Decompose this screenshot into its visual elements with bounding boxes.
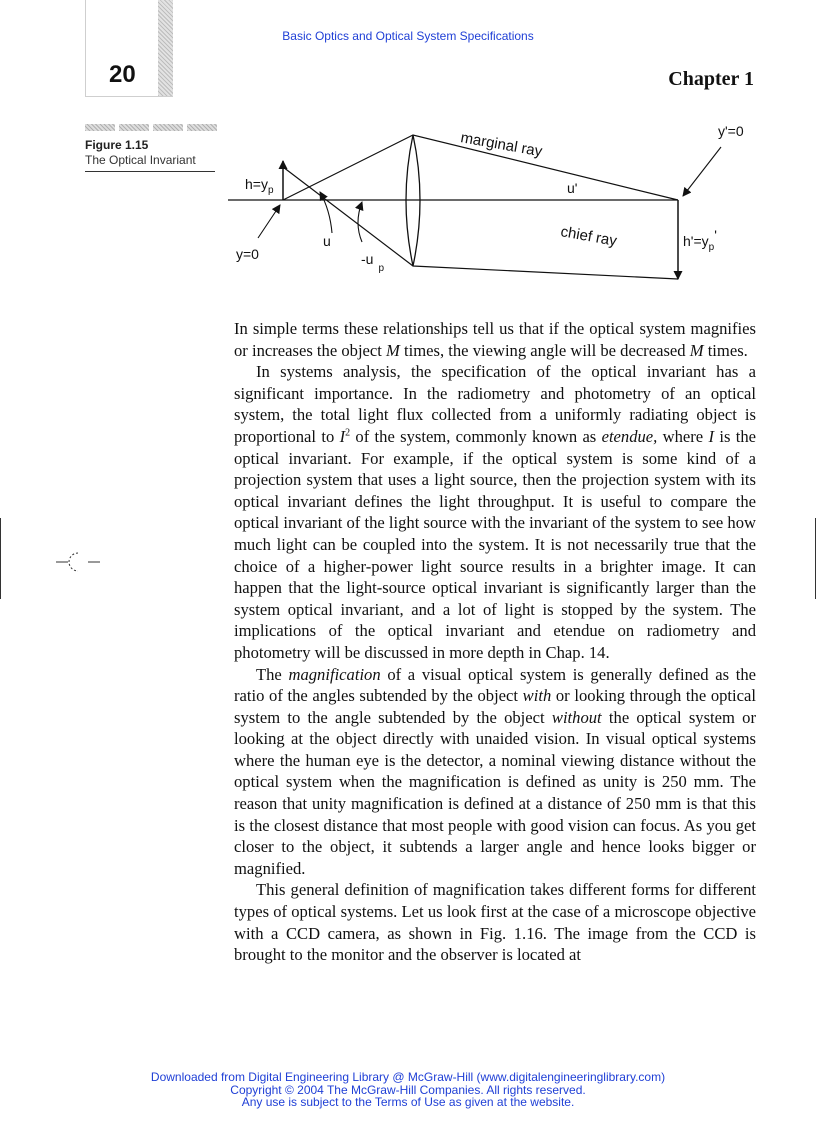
text-run: times. bbox=[703, 340, 748, 360]
paragraph bbox=[234, 361, 756, 663]
u-label: u bbox=[323, 233, 331, 249]
object-height-label: $h=y_p$ bbox=[245, 176, 274, 196]
text-run: In simple terms these relationships tell us that if the optical system magnifies or increases the object bbox=[234, 319, 756, 360]
image-height-label: $h'=y_p'$ bbox=[683, 227, 717, 253]
text-run: or looking through the optical system to the angle subtended by the object bbox=[234, 686, 756, 727]
marginal-ray-label: marginal ray bbox=[459, 129, 544, 161]
page-number: 20 bbox=[109, 61, 136, 88]
chief-ray bbox=[283, 167, 678, 279]
text-run: where bbox=[657, 426, 709, 446]
text-run: of a visual optical system is generally defined as the ratio of the angles subtended by the object bbox=[234, 664, 756, 706]
y-prime-zero-label: y'=0 bbox=[718, 123, 744, 139]
figure-label: Figure 1.15 bbox=[85, 138, 149, 152]
paragraph bbox=[234, 664, 756, 880]
superscript: 2 bbox=[345, 427, 351, 439]
emphasis: I bbox=[708, 426, 715, 446]
paragraph bbox=[234, 318, 756, 361]
paragraph bbox=[234, 879, 756, 965]
body-text bbox=[234, 318, 756, 966]
u-prime-label: u' bbox=[567, 180, 578, 196]
left-margin-rule bbox=[0, 518, 1, 599]
text-run: of the system, commonly known as bbox=[350, 426, 602, 446]
footer bbox=[0, 1071, 816, 1109]
angle-up-arc bbox=[358, 202, 362, 242]
running-head: Basic Optics and Optical System Specifications bbox=[282, 29, 534, 43]
optical-invariant-figure bbox=[228, 118, 768, 290]
figure-caption bbox=[85, 137, 215, 172]
emphasis: M bbox=[386, 340, 400, 360]
footer-terms-line: Any use is subject to the Terms of Use as given at the website. bbox=[241, 1095, 575, 1109]
figure-title: The Optical Invariant bbox=[85, 153, 196, 167]
y-prime-zero-pointer bbox=[683, 147, 721, 196]
text-run: In systems analysis, the specification of the optical invariant has a significant importance. In the radiometry and photometry of an optical system, the total light flux collected from a uniformly radiating object is proportional to bbox=[234, 362, 756, 446]
neg-up-label: $-u_p$ bbox=[361, 251, 385, 274]
emphasis: magnification bbox=[288, 664, 381, 684]
chief-ray-label: chief ray bbox=[559, 223, 619, 250]
text-run: times, the viewing angle will be decreased bbox=[399, 340, 690, 360]
emphasis: M bbox=[689, 340, 704, 360]
page-corner-stripe bbox=[158, 0, 173, 96]
emphasis: without bbox=[551, 707, 602, 727]
angle-u-arc bbox=[320, 192, 332, 233]
y-zero-label: y=0 bbox=[236, 246, 259, 262]
emphasis: I bbox=[339, 426, 346, 446]
registration-mark bbox=[56, 549, 100, 575]
text-run: This general definition of magnification takes different forms for different types of optical systems. Let us look first at the case of a microscope objective with a CCD camera, as shown in Fig. 1.16. The image from the CCD is brought to the monitor and the observer is located at bbox=[234, 880, 756, 965]
text-run: is the optical invariant. For example, if the optical system is some kind of a projection system that uses a light source, then the projection system with its optical invariant defines the light throughput. It is useful to compare the optical invariant of the light source with the invariant of the system to see how much light can be coupled into the system. It is not necessarily true that the choice of a higher-power light source results in a brighter image. It can happen that the light-source optical invariant is significantly larger than the system optical invariant, and a lot of light is stopped by the system. The implications of the optical invariant and etendue on radiometry and photometry will be discussed in more depth in Chap. 14. bbox=[234, 426, 756, 662]
chapter-title: Chapter 1 bbox=[668, 68, 754, 90]
footer-download-line: Downloaded from Digital Engineering Library @ McGraw-Hill (www.digitalengineeringlibrary.com) bbox=[150, 1070, 666, 1084]
text-run: The bbox=[256, 664, 289, 684]
emphasis: with bbox=[522, 686, 552, 706]
caption-decoration bbox=[85, 124, 217, 131]
emphasis: etendue, bbox=[601, 426, 658, 446]
text-run: the optical system or looking at the object directly with unaided vision. In visual optical systems where the human eye is the detector, a nominal viewing distance without the optical system when the magnification is defined as unity is 250 mm. The reason that unity magnification is defined at a distance of 250 mm is that this is the closest distance that most people with good vision can focus. As you get closer to the object, it subtends a larger angle and hence looks bigger or magnified. bbox=[234, 707, 756, 878]
y-zero-pointer bbox=[258, 205, 280, 238]
footer-copyright-line: Copyright © 2004 The McGraw-Hill Companies. All rights reserved. bbox=[230, 1082, 586, 1097]
